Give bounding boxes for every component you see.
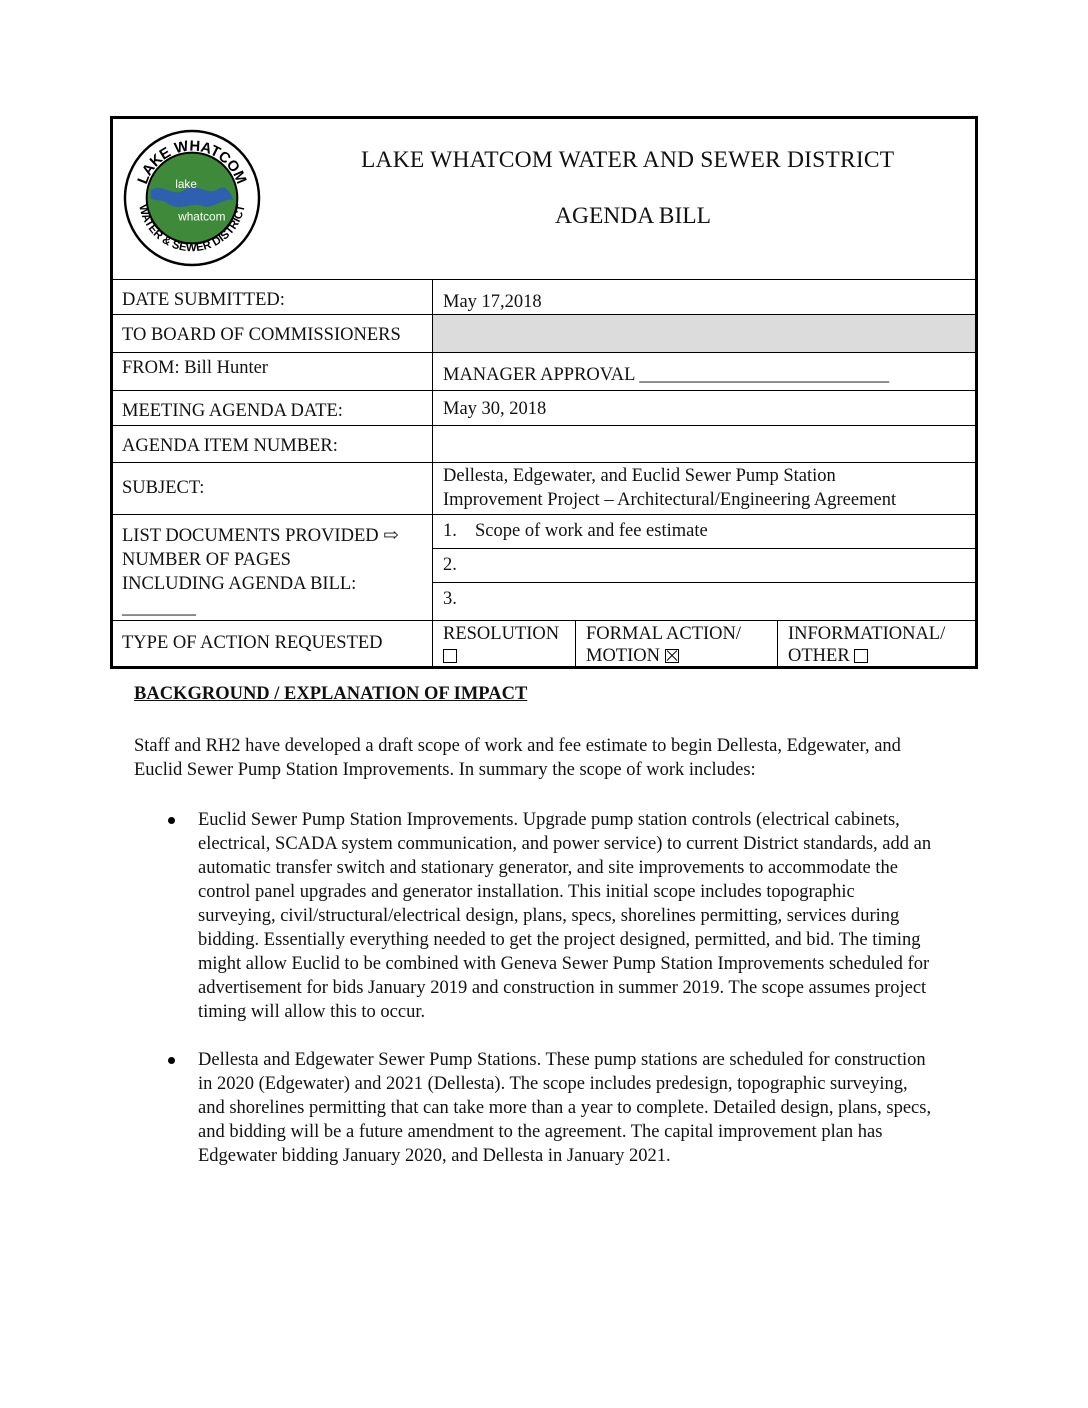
agenda-bill-title: AGENDA BILL [555, 203, 711, 229]
list-item: Dellesta and Edgewater Sewer Pump Stations. These pump stations are scheduled for construction in 2020 (Edgewater) and 2021 (Dellesta). The scope includes predesign, topographic surveying, and shorelines permitting that can take more than a year to complete. Detailed design, plans, specs, and bidding will be a future amendment to the agreement. The capital improvement plan has Edgewater bidding January 2020, and Dellesta in January 2021. [134, 1048, 934, 1168]
date-submitted-label: DATE SUBMITTED: [113, 280, 433, 314]
date-submitted-value: May 17,2018 [443, 292, 542, 312]
list-item: Euclid Sewer Pump Station Improvements. Upgrade pump station controls (electrical cabinets, electrical, SCADA system communication, and power service) to current District standards, add an automatic transfer switch and stationary generator, and site improvements to accommodate the control panel upgrades and generator installation. This initial scope includes topographic surveying, civil/structural/electrical design, plans, specs, shorelines permitting, services during bidding. Essentially everything needed to get the project designed, permitted, and bid. The timing might allow Euclid to be combined with Geneva Sewer Pump Station Improvements scheduled for advertisement for bids January 2019 and construction in summer 2019. The scope assumes project timing will allow this to occur. [134, 808, 934, 1024]
action-row [113, 621, 975, 666]
intro-paragraph: Staff and RH2 have developed a draft scope of work and fee estimate to begin Dellesta, Edgewater, and Euclid Sewer Pump Station Improvements. In summary the scope of work includes: [134, 736, 901, 780]
background-section [134, 682, 934, 1192]
documents-label-line-2: NUMBER OF PAGES [122, 550, 291, 570]
district-logo [123, 129, 261, 267]
document-number: 3. [443, 589, 457, 609]
informational-label: INFORMATIONAL/ [788, 624, 946, 644]
action-resolution [433, 621, 575, 666]
agenda-item-label: AGENDA ITEM NUMBER: [113, 426, 433, 462]
documents-label [113, 515, 433, 620]
document-number: 1. [443, 521, 457, 541]
subject-label: SUBJECT: [113, 463, 433, 514]
manager-approval: MANAGER APPROVAL ___________________________ [443, 365, 890, 385]
agenda-bill-form [110, 116, 978, 669]
other-label: OTHER [788, 646, 850, 666]
to-value [433, 315, 975, 352]
meeting-date-row [113, 391, 975, 426]
meeting-date-value: May 30, 2018 [443, 399, 547, 419]
agenda-item-value [433, 426, 975, 462]
document-item [433, 515, 975, 549]
to-label: TO BOARD OF COMMISSIONERS [113, 315, 433, 352]
motion-label: MOTION [586, 646, 660, 666]
documents-label-line-1: LIST DOCUMENTS PROVIDED ⇨ [122, 526, 399, 546]
action-label: TYPE OF ACTION REQUESTED [113, 621, 433, 666]
subject-row [113, 463, 975, 515]
meeting-date-label: MEETING AGENDA DATE: [113, 391, 433, 425]
motion-checkbox-checked[interactable] [665, 649, 679, 663]
subject-line-2: Improvement Project – Architectural/Engineering Agreement [443, 490, 897, 510]
document-text: Scope of work and fee estimate [475, 521, 708, 541]
district-title: LAKE WHATCOM WATER AND SEWER DISTRICT [361, 147, 895, 173]
subject-value [433, 463, 975, 514]
agenda-item-row [113, 426, 975, 463]
document-item [433, 583, 975, 618]
page-count-blank: ________ [122, 598, 196, 618]
to-row [113, 315, 975, 353]
formal-action-label: FORMAL ACTION/ [586, 624, 742, 644]
action-formal [575, 621, 777, 666]
subject-line-1: Dellesta, Edgewater, and Euclid Sewer Pump Station [443, 466, 836, 486]
logo-inner-lake: lake [175, 177, 197, 192]
from-label: FROM: Bill Hunter [113, 353, 433, 390]
form-header [113, 119, 975, 280]
resolution-checkbox[interactable] [443, 649, 457, 663]
action-options [433, 621, 975, 666]
action-informational [777, 621, 975, 666]
other-checkbox[interactable] [854, 649, 868, 663]
documents-label-line-3: INCLUDING AGENDA BILL: [122, 574, 357, 594]
logo-bottom-text: WATER & SEWER DISTRICT [136, 203, 248, 255]
from-row [113, 353, 975, 391]
resolution-label: RESOLUTION [443, 624, 560, 644]
section-heading: BACKGROUND / EXPLANATION OF IMPACT [134, 684, 528, 704]
document-number: 2. [443, 555, 457, 575]
date-submitted-row [113, 280, 975, 315]
document-item [433, 549, 975, 583]
scope-list [134, 808, 934, 1168]
logo-top-text: LAKE WHATCOM [135, 138, 249, 187]
documents-row [113, 515, 975, 621]
logo-inner-whatcom: whatcom [178, 209, 226, 224]
documents-list [433, 515, 975, 620]
